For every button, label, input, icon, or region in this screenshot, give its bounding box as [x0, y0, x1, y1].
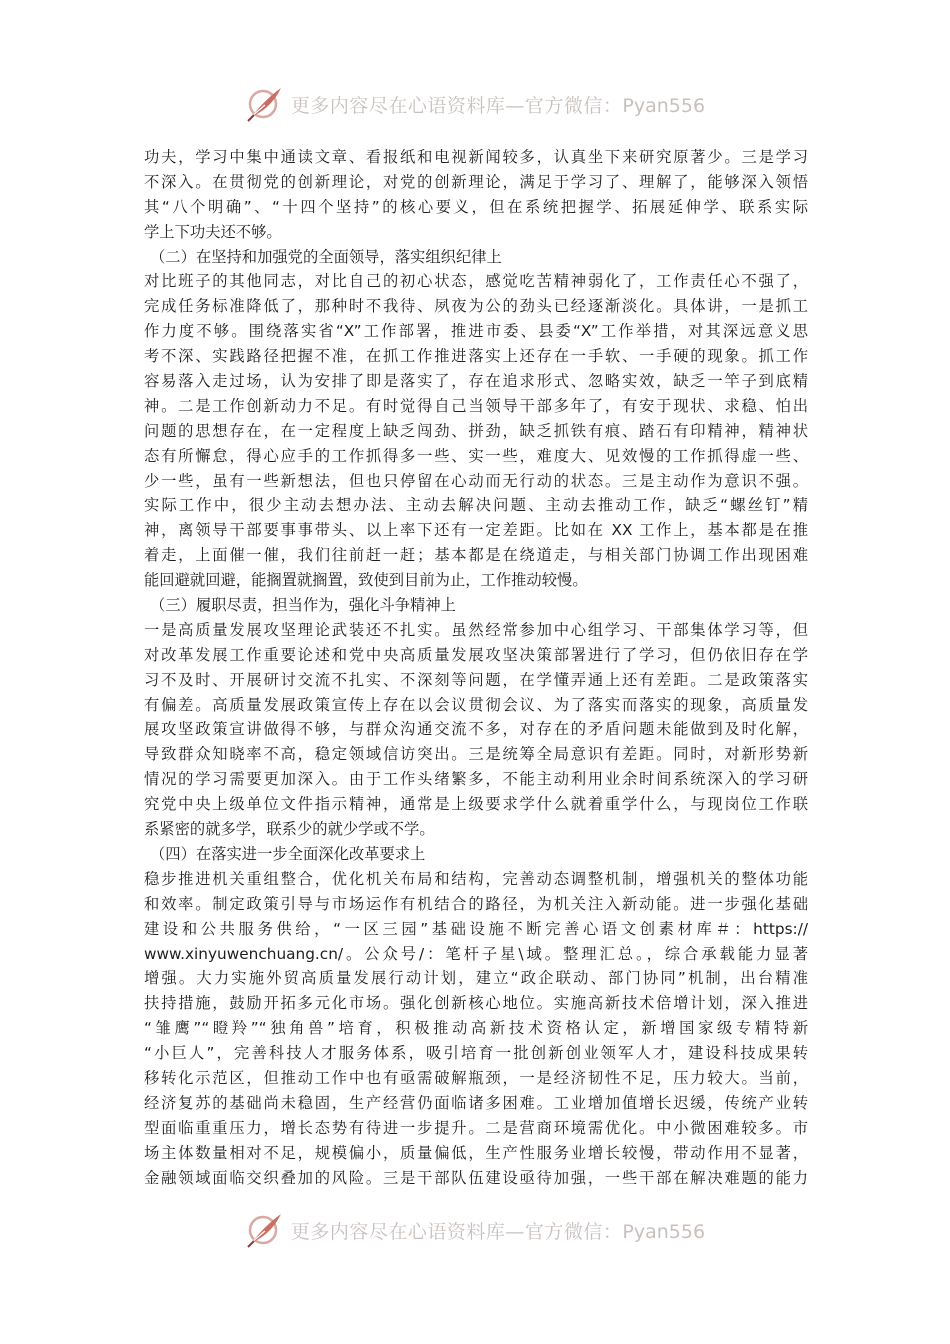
paragraph-line: 完成任务标准降低了，那种时不我待、夙夜为公的劲头已经逐渐淡化。具体讲，一是抓工: [144, 297, 808, 316]
paragraph-line: 有偏差。高质量发展政策宣传上存在以会议贯彻会议、为了落实而落实的现象，高质量发: [144, 695, 808, 714]
paragraph-line: 习不及时、开展研讨交流不扎实、不深刻等问题，在学懂弄通上还有差距。二是政策落实: [144, 670, 808, 689]
paragraph-line: 着走，上面催一催，我们往前赶一赶；基本都是在绕道走，与相关部门协调工作出现困难: [144, 546, 808, 565]
paragraph-line: 学上下功夫还不够。: [144, 222, 282, 241]
paragraph-line: 对改革发展工作重要论述和党中央高质量发展攻坚决策部署进行了学习，但仍依旧存在学: [144, 645, 808, 664]
paragraph-line: 移转化示范区，但推动工作中也有亟需破解瓶颈，一是经济韧性不足，压力较大。当前，: [144, 1068, 808, 1087]
paragraph-line: 一是高质量发展攻坚理论武装还不扎实。虽然经常参加中心组学习、干部集体学习等，但: [144, 620, 808, 639]
paragraph-line: 场主体数量相对不足，规模偏小，质量偏低，生产性服务业增长较慢，带动作用不显著，: [144, 1143, 808, 1162]
paragraph-line: 导致群众知晓率不高，稳定领域信访突出。三是统筹全局意识有差距。同时，对新形势新: [144, 745, 808, 764]
section-heading: （二）在坚持和加强党的全面领导，落实组织纪律上: [150, 247, 502, 266]
paragraph-line: “小巨人”，完善科技人才服务体系，吸引培育一批创新创业领军人才，建设科技成果转: [144, 1044, 808, 1063]
watermark-top: [0, 82, 950, 126]
document-body: [144, 145, 808, 1190]
watermark-bottom: [0, 1208, 950, 1252]
watermark-text: 更多内容尽在心语资料库—官方微信：Pyan556: [290, 1220, 706, 1243]
paragraph-line: 经济复苏的基础尚未稳固，生产经营仍面临诸多困难。工业增加值增长迟缓，传统产业转: [144, 1093, 808, 1112]
paragraph-line: 系紧密的就多学，联系少的就少学或不学。: [144, 820, 435, 839]
paragraph-line: 其“八个明确”、“十四个坚持”的核心要义，但在系统把握学、拓展延伸学、联系实际: [144, 197, 808, 216]
paragraph-line: 神。二是工作创新动力不足。有时觉得自己当领导干部多年了，有安于现状、求稳、怕出: [144, 396, 808, 415]
paragraph-line: 能回避就回避，能搁置就搁置，致使到目前为止，工作推动较慢。: [144, 571, 588, 590]
paragraph-line: 对比班子的其他同志，对比自己的初心状态，感觉吃苦精神弱化了，工作责任心不强了，: [144, 272, 808, 291]
section-heading: （四）在落实进一步全面深化改革要求上: [150, 844, 426, 863]
paragraph-line: 态有所懈怠，得心应手的工作抓得多一些、实一些，难度大、见效慢的工作抓得虚一些、: [144, 446, 808, 465]
paragraph-line: 和效率。制定政策引导与市场运作有机结合的路径，为机关注入新动能。进一步强化基础: [144, 894, 808, 913]
paragraph-line: 考不深、实践路径把握不准，在抓工作推进落实上还存在一手软、一手硬的现象。抓工作: [144, 347, 808, 366]
paragraph-line: 究党中央上级单位文件指示精神，通常是上级要求学什么就着重学什么，与现岗位工作联: [144, 795, 808, 814]
paragraph-line: “雏鹰”“瞪羚”“独角兽”培育，积极推动高新技术资格认定，新增国家级专精特新: [144, 1019, 808, 1038]
paragraph-line: 神，离领导干部要事事带头、以上率下还有一定差距。比如在 XX 工作上，基本都是在推: [144, 521, 808, 540]
paragraph-line: 建设和公共服务供给，“一区三园”基础设施不断完善心语文创素材库＃：https://: [144, 919, 808, 938]
paragraph-line: 实际工作中，很少主动去想办法、主动去解决问题、主动去推动工作，缺乏“螺丝钉”精: [144, 496, 808, 515]
paragraph-line: 作力度不够。围绕落实省“X”工作部署，推进市委、县委“X”工作举措，对其深远意义思: [144, 322, 808, 341]
paragraph-line: 展攻坚政策宣讲做得不够，与群众沟通交流不多，对存在的矛盾问题未能做到及时化解，: [144, 720, 808, 739]
section-heading: （三）履职尽责，担当作为，强化斗争精神上: [150, 596, 456, 615]
paragraph-line: 不深入。在贯彻党的创新理论，对党的创新理论，满足于学习了、理解了，能够深入领悟: [144, 172, 808, 191]
paragraph-line: 增强。大力实施外贸高质量发展行动计划，建立“政企联动、部门协同”机制，出台精准: [144, 969, 808, 988]
quill-logo-icon: [245, 84, 285, 124]
paragraph-line: 金融领域面临交织叠加的风险。三是干部队伍建设亟待加强，一些干部在解决难题的能力: [144, 1168, 808, 1187]
quill-logo-icon: [245, 1210, 285, 1250]
paragraph-line: 扶持措施，鼓励开拓多元化市场。强化创新核心地位。实施高新技术倍增计划，深入推进: [144, 994, 808, 1013]
paragraph-line: 情况的学习需要更加深入。由于工作头绪繁多，不能主动利用业余时间系统深入的学习研: [144, 770, 808, 789]
paragraph-line: 型面临重重压力，增长态势有待进一步提升。二是营商环境需优化。中小微困难较多。市: [144, 1118, 808, 1137]
paragraph-line: 问题的思想存在，在一定程度上缺乏闯劲、拼劲，缺乏抓铁有痕、踏石有印精神，精神状: [144, 421, 808, 440]
paragraph-line: 稳步推进机关重组整合，优化机关布局和结构，完善动态调整机制，增强机关的整体功能: [144, 869, 808, 888]
paragraph-line: 少一些，虽有一些新想法，但也只停留在心动而无行动的状态。三是主动作为意识不强。: [144, 471, 808, 490]
paragraph-line: www.xinyuwenchuang.cn/。公众号/：笔杆子星\域。整理汇总。，综合承载能力显著: [144, 944, 808, 963]
watermark-text: 更多内容尽在心语资料库—官方微信：Pyan556: [290, 94, 706, 117]
paragraph-line: 容易落入走过场，认为安排了即是落实了，存在追求形式、忽略实效，缺乏一竿子到底精: [144, 372, 808, 391]
paragraph-line: 功夫，学习中集中通读文章、看报纸和电视新闻较多，认真坐下来研究原著少。三是学习: [144, 148, 808, 166]
